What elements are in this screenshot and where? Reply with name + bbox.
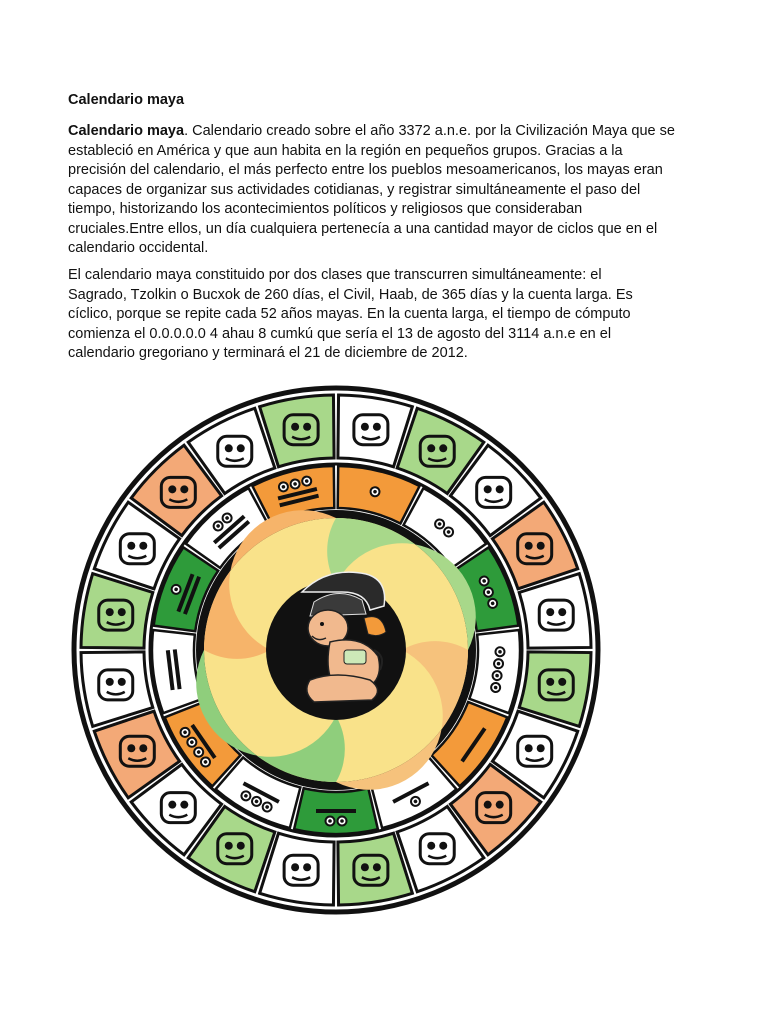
p2-line-0: El calendario maya constituido por dos clases que transcurren simultáneamente: el [68, 267, 602, 283]
mayan-calendar-illustration [66, 380, 606, 920]
p1-line-4: tiempo, historizando los acontecimientos políticos y religiosos que consideraban [68, 201, 583, 217]
p1-line-3: capaces de organizar sus actividades cotidianas, y registrar simultáneamente el paso del [68, 181, 641, 198]
number-cell [469, 630, 520, 713]
p1-line-1: estableció en América y que aun habita en la región en pequeños grupos. Gracias a la [68, 142, 623, 159]
p2-line-2: cíclico, porque se repite cada 52 años mayas. En la cuenta larga, el tiempo de cómputo [68, 306, 631, 322]
p1-line-2: precisión del calendario, el más perfecto entre los pueblos mesoamericanos, los mayas eran [68, 162, 663, 178]
paragraph-1-lead: Calendario maya [68, 123, 185, 139]
p2-line-1: Sagrado, Tzolkin o Bucxok de 260 días, el Civil, Haab, de 365 días y la cuenta larga. Es [68, 286, 633, 303]
paragraph-2 [68, 266, 708, 364]
page-title: Calendario maya [68, 92, 185, 108]
p1-line-5: cruciales.Entre ellos, un día cualquiera pertenecía a una cantidad mayor de ciclos que en el [68, 220, 658, 237]
p2-line-3: comienza el 0.0.0.0.0 4 ahau 8 cumkú que sería el 13 de agosto del 3114 a.n.e en el [68, 325, 612, 342]
number-cell [152, 630, 203, 713]
number-cell [294, 788, 378, 834]
calendar-wheel-svg [66, 380, 606, 920]
paragraph-1 [68, 122, 708, 259]
p2-line-4: calendario gregoriano y terminará el 21 de diciembre de 2012. [68, 345, 468, 361]
p1-line-0: . Calendario creado sobre el año 3372 a.n.e. por la Civilización Maya que se [184, 123, 675, 139]
p1-line-6: calendario occidental. [68, 240, 209, 256]
